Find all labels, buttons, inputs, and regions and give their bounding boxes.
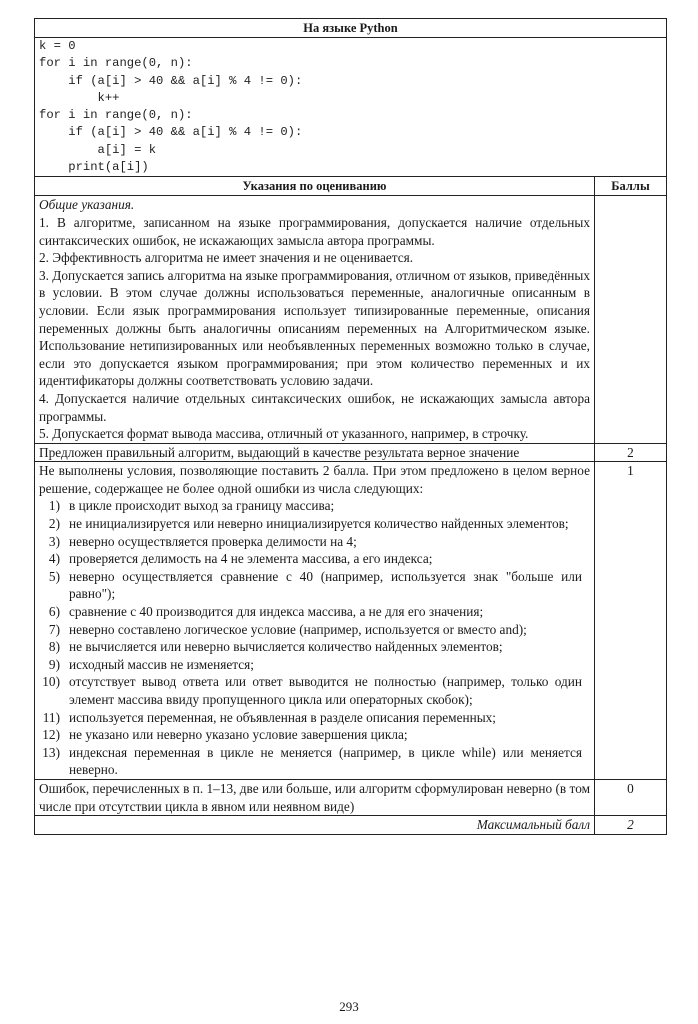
general-item: 3. Допускается запись алгоритма на языке программирования, отличном от языков, приведённых в условии. В этом случае должны использоваться переменные, аналогичные описанным в условии. Если язык программирования использует типизированные переменные, описания переменных должны быть аналогичны описаниям переменных на Алгоритмическом языке. Использование нетипизированных или необъявленных переменных возможно только в случае, если это допускается языком программирования; при этом количество переменных и их идентификаторы должны соответствовать условию задачи. [39, 267, 590, 389]
error-number: 5) [48, 568, 60, 584]
general-points-cell [595, 196, 667, 443]
criterion-2-text: Предложен правильный алгоритм, выдающий в качестве результата верное значение [35, 443, 595, 462]
code-line: print(a[i]) [39, 160, 149, 175]
error-text: неверно составлено логическое условие (например, используется or вместо and); [69, 621, 527, 637]
error-list [39, 497, 590, 779]
error-number: 8) [48, 639, 60, 655]
criterion-1-points: 1 [595, 462, 667, 780]
general-item: 4. Допускается наличие отдельных синтаксических ошибок, не искажающих замысла автора программы. [39, 390, 590, 424]
code-header: На языке Python [35, 19, 667, 38]
code-line: a[i] = k [39, 142, 157, 157]
error-item [39, 497, 590, 515]
error-number: 11) [42, 709, 60, 725]
general-title: Общие указания. [39, 197, 135, 213]
error-text: не инициализируется или неверно инициализируется количество найденных элементов; [69, 516, 569, 532]
error-text: исходный массив не изменяется; [69, 656, 254, 672]
criterion-0-text: Ошибок, перечисленных в п. 1–13, две или больше, или алгоритм сформулирован неверно (в том числе при отсутствии цикла в явном или неявном виде) [35, 779, 595, 815]
error-text: сравнение с 40 производится для индекса массива, а не для его значения; [69, 604, 484, 620]
code-line: k = 0 [39, 39, 76, 53]
error-item [39, 656, 590, 674]
max-score-label: Максимальный балл [35, 816, 595, 835]
max-score-value: 2 [595, 816, 667, 835]
criterion-1-text: Не выполнены условия, позволяющие поставить 2 балла. При этом предложено в целом верное решение, содержащее не более одной ошибки из числа следующих: [39, 463, 590, 496]
instructions-header: Указания по оцениванию [35, 177, 595, 196]
general-item: 2. Эффективность алгоритма не имеет значения и не оценивается. [39, 250, 414, 266]
code-line: if (a[i] > 40 && a[i] % 4 != 0): [39, 73, 303, 88]
grading-table [34, 18, 667, 835]
error-text: индексная переменная в цикле не меняется (например, в цикле while) или меняется неверно. [69, 744, 582, 778]
error-number: 1) [48, 498, 60, 514]
criterion-1-cell [35, 462, 595, 780]
points-header: Баллы [595, 177, 667, 196]
page-number: 293 [339, 999, 359, 1014]
error-item [39, 568, 590, 603]
error-number: 2) [48, 516, 60, 532]
error-text: не указано или неверно указано условие завершения цикла; [69, 727, 408, 743]
error-item [39, 673, 590, 708]
criterion-0-points: 0 [595, 779, 667, 815]
error-item [39, 621, 590, 639]
error-number: 4) [48, 551, 60, 567]
code-line: for i in range(0, n): [39, 56, 193, 71]
error-text: отсутствует вывод ответа или ответ выводится не полностью (например, только один элемент массива ввиду пропущенного цикла или операторных скобок); [69, 674, 582, 707]
error-text: неверно осуществляется сравнение с 40 (например, используется знак "больше или равно"); [69, 568, 582, 602]
code-line: if (a[i] > 40 && a[i] % 4 != 0): [39, 125, 303, 140]
code-line: for i in range(0, n): [39, 108, 193, 123]
criterion-2-points: 2 [595, 443, 667, 462]
error-text: в цикле происходит выход за границу массива; [69, 498, 335, 514]
error-item [39, 603, 590, 621]
general-item: 5. Допускается формат вывода массива, отличный от указанного, например, в строчку. [39, 426, 529, 442]
error-item [39, 550, 590, 568]
error-number: 10) [42, 674, 60, 690]
error-item [39, 638, 590, 656]
error-text: неверно осуществляется проверка делимости на 4; [69, 533, 357, 549]
error-item [39, 709, 590, 727]
error-number: 9) [48, 656, 60, 672]
error-text: проверяется делимость на 4 не элемента массива, а его индекса; [69, 551, 433, 567]
error-number: 6) [48, 604, 60, 620]
general-instructions [35, 196, 595, 443]
error-text: не вычисляется или неверно вычисляется количество найденных элементов; [69, 639, 503, 655]
error-item [39, 726, 590, 744]
error-number: 3) [48, 533, 60, 549]
error-text: используется переменная, не объявленная в разделе описания переменных; [69, 709, 496, 725]
error-number: 7) [48, 621, 60, 637]
error-item [39, 744, 590, 779]
general-item: 1. В алгоритме, записанном на языке программирования, допускается наличие отдельных синтаксических ошибок, не искажающих замысла автора программы. [39, 214, 590, 248]
error-item [39, 515, 590, 533]
python-code-block [35, 38, 667, 177]
error-item [39, 533, 590, 551]
error-number: 13) [42, 744, 60, 760]
code-line: k++ [39, 90, 120, 105]
error-number: 12) [42, 727, 60, 743]
